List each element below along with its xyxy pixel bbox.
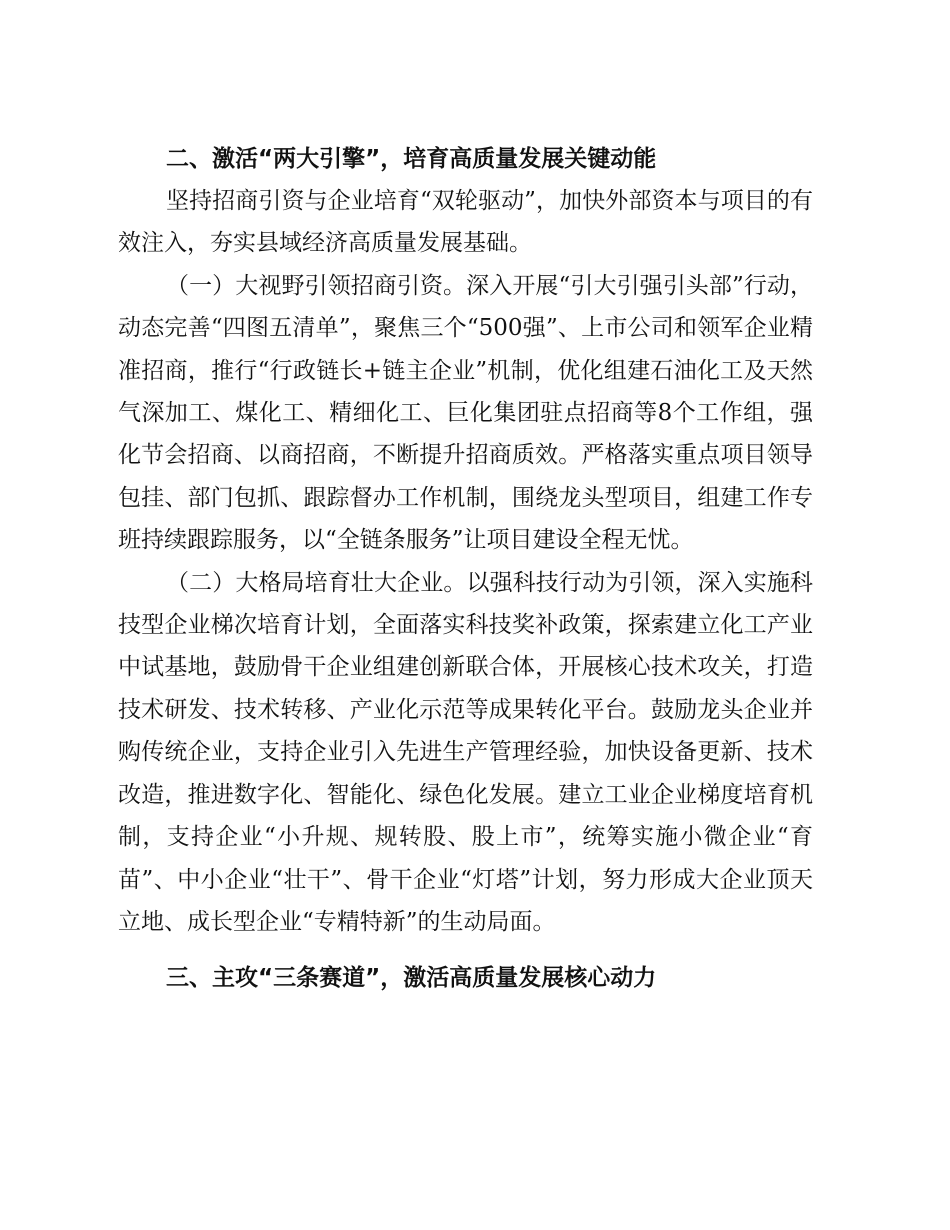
document-body [118, 138, 813, 999]
subsection-2-title: （二）大格局培育壮大企业。 [166, 569, 467, 596]
intro-paragraph: 坚持招商引资与企业培育“双轮驱动”，加快外部资本与项目的有效注入，夯实县域经济高质量发展基础。 [118, 188, 813, 257]
spacer [118, 943, 813, 957]
section-heading-2: 二、激活“两大引擎”，培育高质量发展关键动能 [166, 146, 657, 172]
subsection-2-paragraph [118, 562, 813, 944]
subsection-2-body: 以强科技行动为引领，深入实施科技型企业梯次培育计划，全面落实科技奖补政策，探索建立化工产业中试基地，鼓励骨干企业组建创新联合体，开展核心技术攻关，打造技术研发、技术转移、产业化示范等成果转化平台。鼓励龙头企业并购传统企业，支持企业引入先进生产管理经验，加快设备更新、技术改造，推进数字化、智能化、绿色化发展。建立工业企业梯度培育机制，支持企业“小升规、规转股、股上市”，统筹实施小微企业“育苗”、中小企业“壮干”、骨干企业“灯塔”计划，努力形成大企业顶天立地、成长型企业“专精特新”的生动局面。 [118, 569, 814, 935]
subsection-1-body: 深入开展“引大引强引头部”行动，动态完善“四图五清单”，聚焦三个“500强”、上市公司和领军企业精准招商，推行“行政链长+链主企业”机制，优化组建石油化工及天然气深加工、煤化工、精细化工、巨化集团驻点招商等8个工作组，强化节会招商、以商招商，不断提升招商质效。严格落实重点项目领导包挂、部门包抓、跟踪督办工作机制，围绕龙头型项目，组建工作专班持续跟踪服务，以“全链条服务”让项目建设全程无忧。 [118, 272, 813, 554]
subsection-1-title: （一）大视野引领招商引资。 [166, 272, 467, 299]
section-heading-3: 三、主攻“三条赛道”，激活高质量发展核心动力 [166, 965, 657, 992]
subsection-1-paragraph [118, 265, 813, 562]
